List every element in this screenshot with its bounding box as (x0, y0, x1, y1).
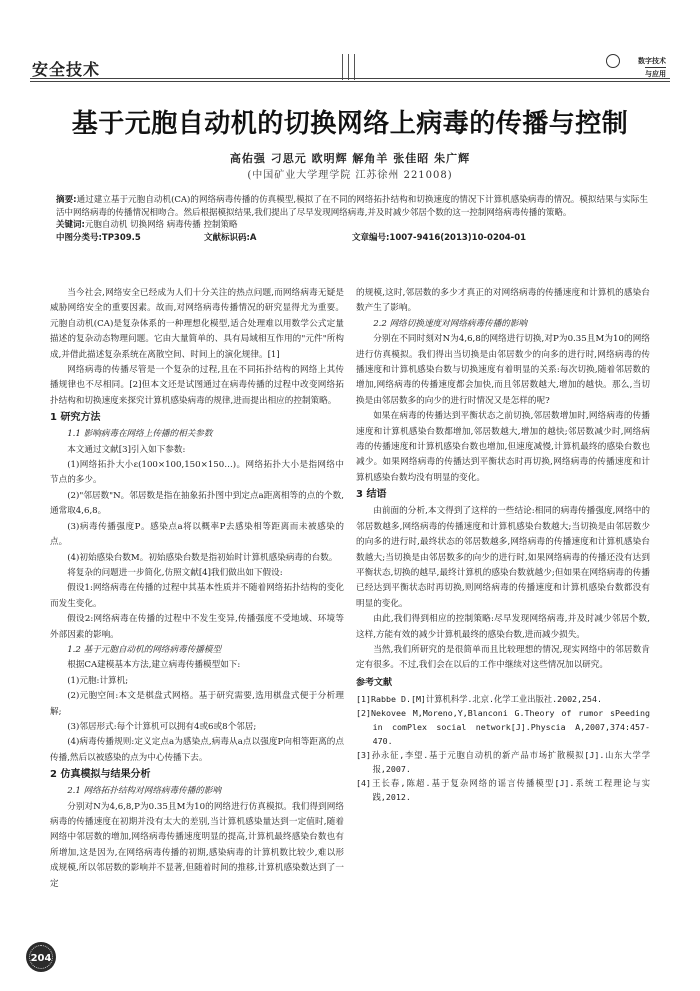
paragraph: 根据CA建模基本方法,建立病毒传播模型如下: (67, 660, 241, 671)
header-rule-bottom (30, 81, 670, 82)
subsection-heading-1-2: 1.2 基于元胞自动机的网络病毒传播模型 (67, 644, 222, 655)
paragraph: 如果在病毒的传播达到平衡状态之前切换,邻居数增加时,网络病毒的传播速度和计算机感染台数都增加,邻居数越大,增加的越快;邻居数减少时,网络病毒的传播速度和计算机感染台数也增加,但速度减慢,计算机最终的感染台数也减少。如果网络病毒的传播达到平衡状态时再切换,网络病毒的传播速度和计算机感染台数均没有明显的变化。 (356, 411, 650, 483)
paragraph: 分别在不同时刻对N为4,6,8的网络进行切换,对P为0.35且M为10的网络进行仿真模拟。我们得出当切换是由邻居数少的向多的进行时,网络病毒的传播速度和计算机感染台数与切换速度有着明显的关系:每次切换,随着邻居数的增加,网络病毒的传播速度都会加快,而且邻居数越大,增加的越快。那么,当切换是由邻居数多的向少的进行时情况又是怎样的呢? (356, 334, 650, 406)
section-heading-3: 3 结语 (356, 489, 387, 501)
paragraph: 当然,我们所研究的是很简单而且比较理想的情况,现实网络中的邻居数肯定有很多。不过,我们会在以后的工作中继续对这些情况加以研究。 (356, 644, 650, 671)
reference-item: [4]王长春,陈超.基于复杂网络的谣言传播模型[J].系统工程理论与实践,2012. (356, 777, 650, 802)
subsection-heading-2-2: 2.2 网络切换速度对网络病毒传播的影响 (373, 318, 528, 329)
keywords-text: 元胞自动机 切换网络 病毒传播 控制策略 (84, 220, 238, 230)
paragraph: (4)病毒传播规则:定义定点a为感染点,病毒从a点以强度P向相等距离的点传播,然后以被感染的点为中心传播下去。 (50, 737, 344, 763)
paper-authors: 高佑强 刁思元 欧明辉 解角羊 张佳昭 朱广辉 (229, 152, 471, 165)
reference-item: [3]孙永征,李望.基于元胞自动机的新产品市场扩散模拟[J].山东大学学报,2007. (356, 749, 650, 774)
paragraph: (1)元胞:计算机; (67, 675, 129, 686)
paragraph: (4)初始感染台数M。初始感染台数是指初始时计算机感染病毒的台数。 (67, 552, 338, 563)
references-heading: 参考文献 (356, 677, 393, 688)
left-column (50, 286, 344, 892)
abstract-text: 通过建立基于元胞自动机(CA)的网络病毒传播的仿真模型,模拟了在不同的网络拓扑结构和切换速度的情况下计算机感染病毒的情况。模拟结果与实际生活中网络病毒的传播情况相吻合。然后根据模拟结果,我们提出了尽早发现网络病毒,并及时减少邻居个数的这一控制网络病毒传播的策略。 (56, 195, 649, 218)
paragraph: 由前面的分析,本文得到了这样的一些结论:相同的病毒传播强度,网络中的邻居数越多,网络病毒的传播速度和计算机感染台数越大;当切换是由邻居数少的向多的进行时,最终状态的邻居数越多,网络病毒的传播速度和计算机感染台数越大;当切换是由邻居数多的向少的进行时,如果网络病毒的传播还没有达到平衡状态,切换的越早,最终计算机的感染台数就越少;但如果在网络病毒的传播已经达到平衡状态时再切换,则网络病毒的传播速度和计算机感染台数都没有明显的变化。 (356, 506, 650, 609)
paragraph: 当今社会,网络安全已经成为人们十分关注的热点问题,而网络病毒无疑是威胁网络安全的重要因素。故而,对网络病毒传播情况的研究显得尤为重要。元胞自动机(CA)是复杂体系的一种理想化模型,适合处理难以用数学公式定量描述的复杂动态物理问题。它由大量简单的、具有局域相互作用的"元件"所构成,并借此描述复杂系统在离散空间、时间上的演化规律。[1] (50, 288, 344, 360)
classification-line (56, 232, 648, 245)
paragraph: (3)邻居形式:每个计算机可以拥有4或6或8个邻居; (67, 721, 257, 732)
right-column (356, 286, 650, 804)
subsection-heading-2-1: 2.1 网络拓扑结构对网络病毒传播的影响 (67, 786, 222, 797)
paragraph: 假设2:网络病毒在传播的过程中不发生变异,传播强度不受地域、环境等外部因素的影响。 (50, 614, 344, 640)
article-number: 文章编号:1007-9416(2013)10-0204-01 (352, 232, 527, 243)
page-number-badge (26, 942, 56, 972)
clc-number: 中图分类号:TP309.5 (56, 232, 141, 243)
reference-item: [1]Rabbe D.[M]计算机科学.北京.化学工业出版社.2002,254. (356, 693, 603, 704)
journal-header (30, 50, 670, 86)
header-divider-bars (342, 54, 356, 80)
document-code: 文献标识码:A (204, 232, 257, 243)
reference-item: [2]Nekovee M,Moreno,Y,Blanconi G.Theory of rumor sPeeding in comPlex social network[J].Physcia A,2007,374:457-470. (356, 707, 650, 746)
paper-affiliation: (中国矿业大学理学院 江苏徐州 221008) (247, 170, 453, 181)
journal-logo-line1: 数字技术 (638, 57, 666, 65)
abstract-label: 摘要: (56, 195, 77, 205)
section-heading-2: 2 仿真模拟与结果分析 (50, 769, 151, 781)
abstract-block (56, 194, 648, 244)
keywords-label: 关键词: (56, 220, 85, 230)
paragraph: 分别对N为4,6,8,P为0.35且M为10的网络进行仿真模拟。我们得到网络病毒的传播速度在初期并没有太大的差别,当计算机感染量达到一定值时,随着网络中邻居数的增加,网络病毒传播速度明显的提高,计算机最终感染台数也有所增加,这是因为,在网络病毒传播的初期,感染病毒的计算机数比较少,难以形成规模,所以邻居数的影响并不显著,但随着时间的推移,计算机感染数达到了一定 (50, 801, 344, 889)
paragraph: 的规模,这时,邻居数的多少才真正的对网络病毒的传播速度和计算机的感染台数产生了影响。 (356, 288, 650, 314)
paragraph: (3)病毒传播强度P。感染点a将以概率P去感染相等距离而未被感染的点。 (50, 521, 344, 548)
paragraph: (1)网络拓扑大小ε(100×100,150×150…)。网络拓扑大小是指网络中节点的多少。 (50, 460, 344, 486)
page-number: 204 (30, 953, 52, 964)
paragraph: 由此,我们得到相应的控制策略:尽早发现网络病毒,并及时减少邻居个数,这样,方能有效的减少计算机最终的感染台数,进而减少损失。 (356, 614, 650, 640)
journal-logo (606, 50, 668, 80)
keywords-line (56, 219, 648, 232)
paragraph: 网络病毒的传播尽管是一个复杂的过程,且在不同拓扑结构的网络上其传播规律也不尽相同。[2]但本文还是试图通过在病毒传播的过程中改变网络拓扑结构和切换速度来探究计算机感染病毒的规律,进而提出相应的控制策略。 (50, 365, 344, 406)
journal-logo-line2: 与应用 (645, 67, 666, 79)
paragraph: 将复杂的问题进一步简化,仿照文献[4]我们做出如下假设: (67, 567, 283, 578)
abstract-paragraph (56, 194, 648, 219)
section-label: 安全技术 (32, 60, 101, 79)
section-heading-1: 1 研究方法 (50, 412, 101, 424)
subsection-heading-1-1: 1.1 影响病毒在网络上传播的相关参数 (67, 429, 213, 440)
paragraph: (2)元胞空间:本文是棋盘式网格。基于研究需要,选用棋盘式便于分析理解; (50, 691, 344, 717)
paper-title: 基于元胞自动机的切换网络上病毒的传播与控制 (71, 109, 629, 139)
header-rule-top (30, 78, 670, 79)
paragraph: 本文通过文献[3]引入如下参数: (67, 444, 186, 455)
journal-logo-mark-icon (606, 54, 620, 68)
paragraph: 假设1:网络病毒在传播的过程中其基本性质并不随着网络拓扑结构的变化而发生变化。 (50, 583, 344, 609)
paragraph: (2)"邻居数"N。邻居数是指在抽象拓扑图中到定点a距离相等的点的个数,通常取4,6,8。 (50, 490, 344, 517)
